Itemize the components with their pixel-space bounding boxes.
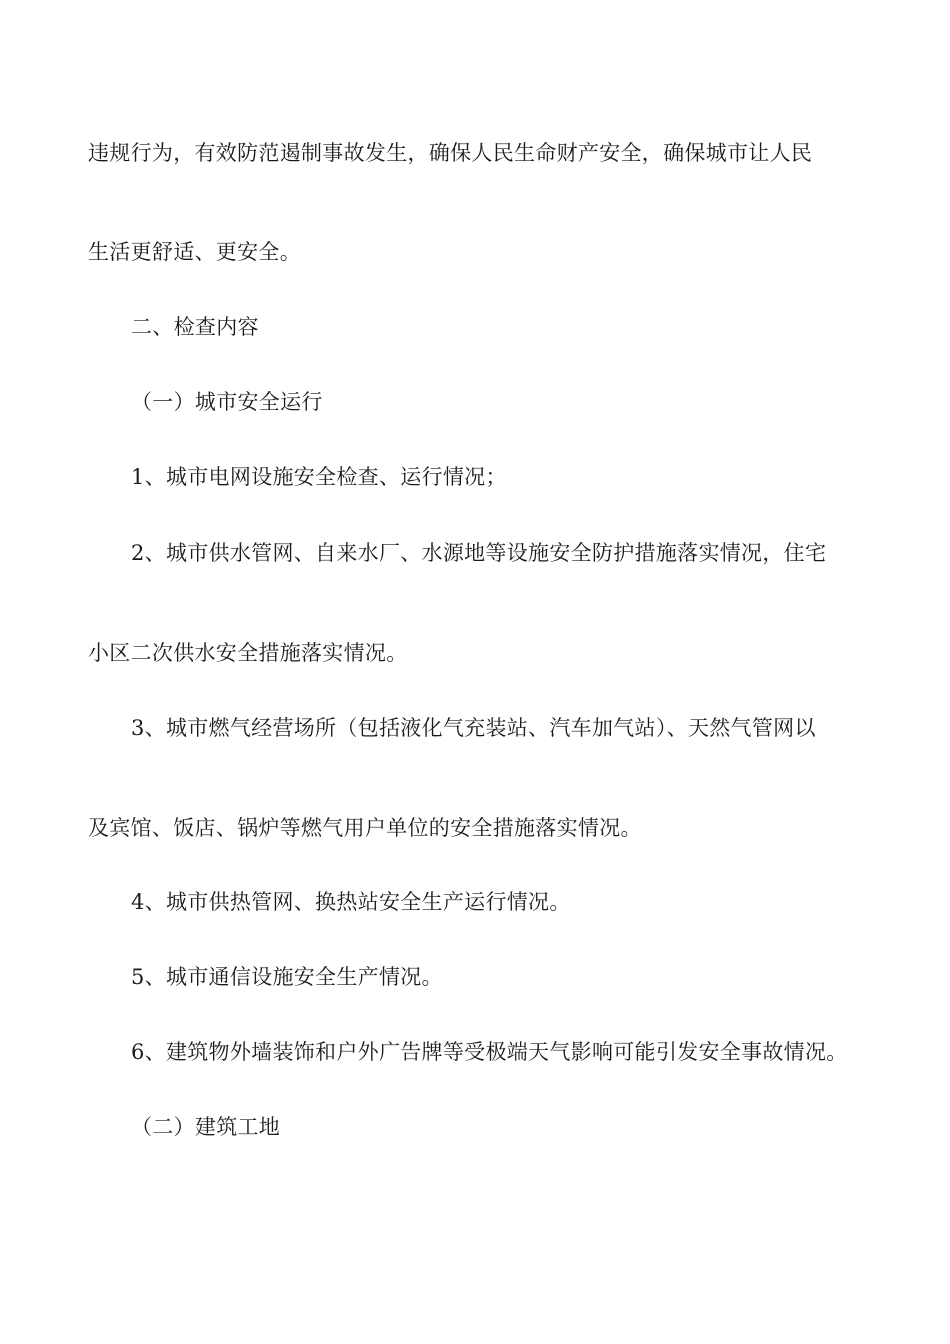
list-item: 6、建筑物外墙装饰和户外广告牌等受极端天气影响可能引发安全事故情况。 [131,1040,848,1064]
paragraph-line: 违规行为，有效防范遏制事故发生，确保人民生命财产安全，确保城市让人民 [88,141,813,165]
list-item: 3、城市燃气经营场所（包括液化气充装站、汽车加气站）、天然气管网以 [131,716,816,740]
subsection-heading: （一）城市安全运行 [131,390,323,414]
list-item: 5、城市通信设施安全生产情况。 [131,965,443,989]
list-item: 2、城市供水管网、自来水厂、水源地等设施安全防护措施落实情况，住宅 [131,541,827,565]
list-item-continuation: 及宾馆、饭店、锅炉等燃气用户单位的安全措施落实情况。 [88,816,642,840]
paragraph-line: 生活更舒适、更安全。 [88,240,301,264]
list-item: 4、城市供热管网、换热站安全生产运行情况。 [131,890,571,914]
section-heading: 二、检查内容 [131,315,259,339]
subsection-heading: （二）建筑工地 [131,1115,281,1139]
list-item-continuation: 小区二次供水安全措施落实情况。 [88,641,408,665]
list-item: 1、城市电网设施安全检查、运行情况； [131,465,507,489]
